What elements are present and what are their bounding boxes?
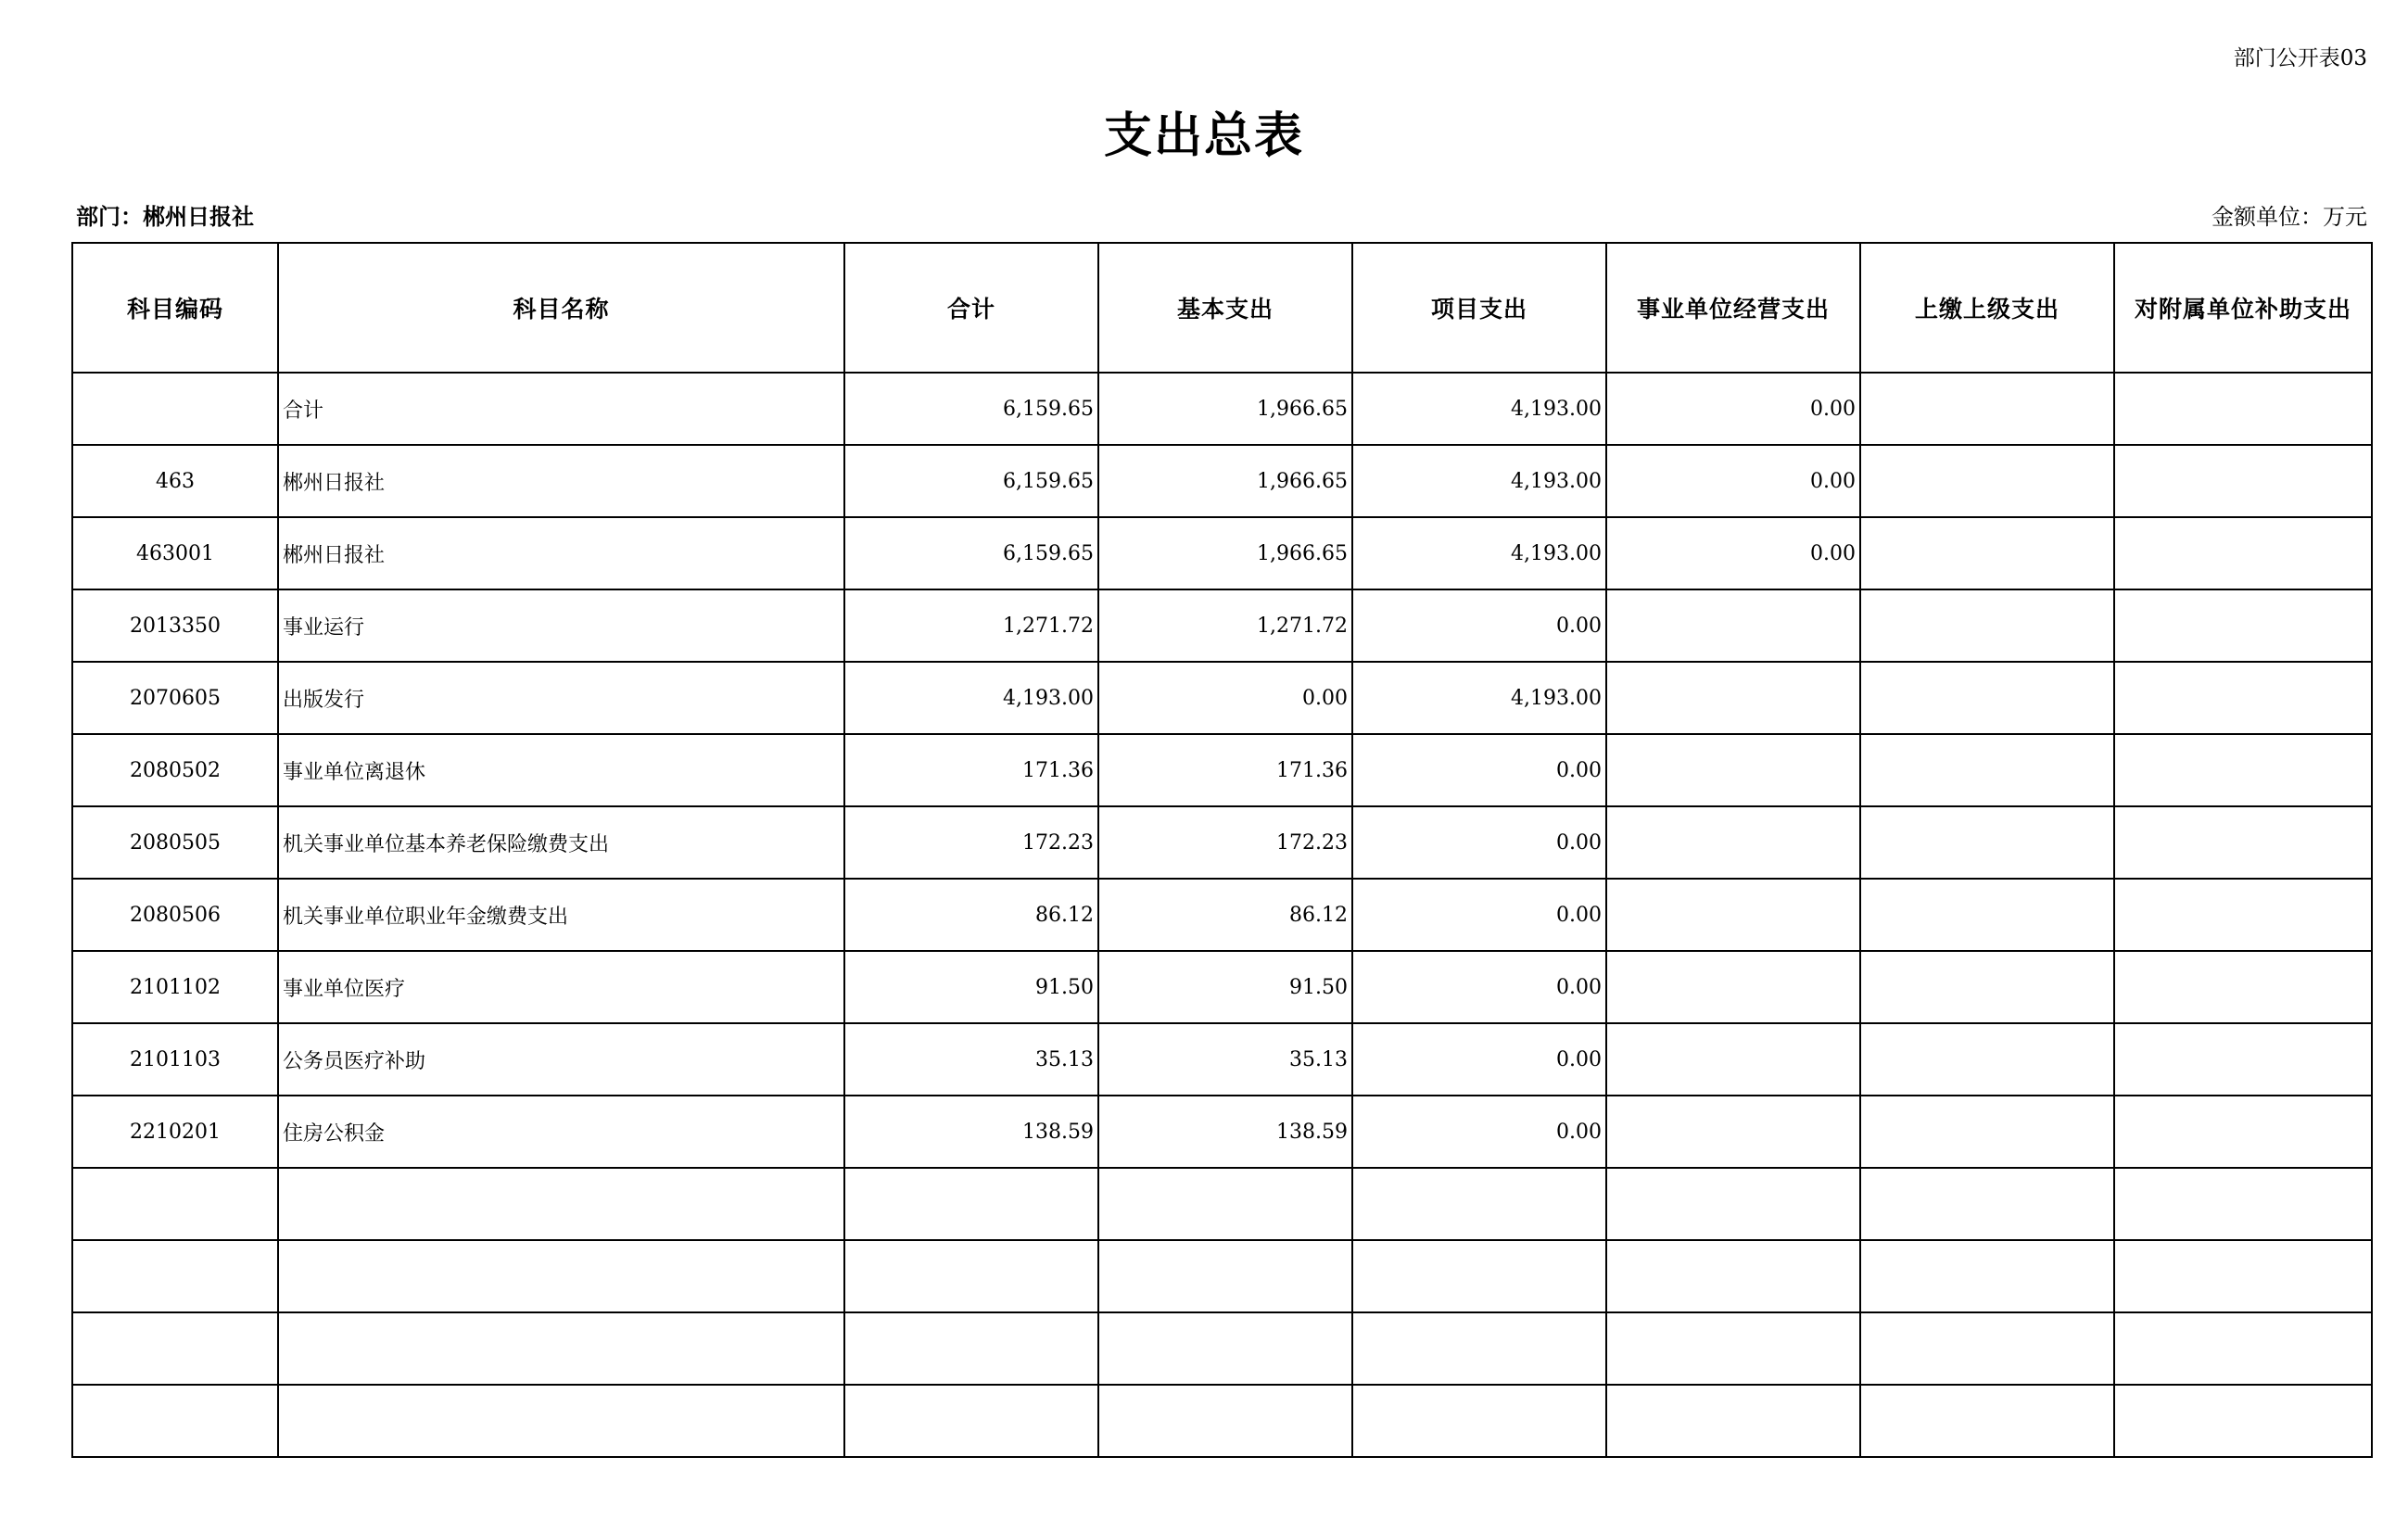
cell-subsidy — [2114, 1023, 2372, 1096]
cell-name: 郴州日报社 — [278, 517, 844, 589]
cell-basic: 172.23 — [1098, 806, 1352, 879]
cell-code: 2210201 — [72, 1096, 278, 1168]
cell-project: 4,193.00 — [1352, 445, 1606, 517]
cell-name: 事业单位医疗 — [278, 951, 844, 1023]
cell-total: 86.12 — [844, 879, 1098, 951]
cell-operating — [1606, 589, 1860, 662]
cell-subsidy — [2114, 879, 2372, 951]
table-header-row — [72, 243, 2372, 373]
cell-code: 2080505 — [72, 806, 278, 879]
cell-operating — [1606, 806, 1860, 879]
cell-total: 171.36 — [844, 734, 1098, 806]
cell-basic: 91.50 — [1098, 951, 1352, 1023]
cell-upper — [1860, 662, 2114, 734]
cell-total: 1,271.72 — [844, 589, 1098, 662]
amount-unit-label: 金额单位：万元 — [2212, 204, 2367, 230]
cell-subsidy — [2114, 1385, 2372, 1457]
cell-operating — [1606, 1312, 1860, 1385]
cell-basic: 86.12 — [1098, 879, 1352, 951]
cell-subsidy — [2114, 517, 2372, 589]
cell-subsidy — [2114, 1096, 2372, 1168]
table-row — [72, 951, 2372, 1023]
cell-upper — [1860, 589, 2114, 662]
table-row — [72, 806, 2372, 879]
table-row — [72, 1096, 2372, 1168]
cell-upper — [1860, 1385, 2114, 1457]
cell-basic — [1098, 1385, 1352, 1457]
cell-basic: 1,966.65 — [1098, 517, 1352, 589]
cell-name: 事业单位离退休 — [278, 734, 844, 806]
cell-subsidy — [2114, 1240, 2372, 1312]
cell-code: 2080506 — [72, 879, 278, 951]
cell-basic: 1,271.72 — [1098, 589, 1352, 662]
table-row — [72, 1168, 2372, 1240]
cell-subsidy — [2114, 589, 2372, 662]
cell-code — [72, 1312, 278, 1385]
cell-upper — [1860, 1240, 2114, 1312]
table-row — [72, 1023, 2372, 1096]
cell-basic: 1,966.65 — [1098, 445, 1352, 517]
cell-upper — [1860, 517, 2114, 589]
cell-project — [1352, 1168, 1606, 1240]
cell-total: 4,193.00 — [844, 662, 1098, 734]
cell-total: 6,159.65 — [844, 373, 1098, 445]
cell-project: 0.00 — [1352, 1096, 1606, 1168]
cell-project: 0.00 — [1352, 951, 1606, 1023]
cell-subsidy — [2114, 373, 2372, 445]
cell-subsidy — [2114, 1312, 2372, 1385]
cell-code — [72, 373, 278, 445]
cell-project: 0.00 — [1352, 734, 1606, 806]
cell-name: 机关事业单位基本养老保险缴费支出 — [278, 806, 844, 879]
cell-code: 2101102 — [72, 951, 278, 1023]
cell-subsidy — [2114, 734, 2372, 806]
cell-total: 91.50 — [844, 951, 1098, 1023]
cell-operating: 0.00 — [1606, 445, 1860, 517]
cell-upper — [1860, 951, 2114, 1023]
cell-name: 住房公积金 — [278, 1096, 844, 1168]
table-row — [72, 662, 2372, 734]
cell-subsidy — [2114, 662, 2372, 734]
cell-basic: 0.00 — [1098, 662, 1352, 734]
cell-operating — [1606, 951, 1860, 1023]
cell-operating: 0.00 — [1606, 373, 1860, 445]
cell-upper — [1860, 1168, 2114, 1240]
col-header-code: 科目编码 — [72, 243, 278, 373]
cell-subsidy — [2114, 806, 2372, 879]
cell-operating — [1606, 662, 1860, 734]
cell-total — [844, 1312, 1098, 1385]
cell-operating — [1606, 1096, 1860, 1168]
cell-code: 2013350 — [72, 589, 278, 662]
cell-project: 4,193.00 — [1352, 373, 1606, 445]
cell-project — [1352, 1385, 1606, 1457]
table-row — [72, 1385, 2372, 1457]
cell-project: 0.00 — [1352, 879, 1606, 951]
cell-upper — [1860, 734, 2114, 806]
cell-name: 郴州日报社 — [278, 445, 844, 517]
col-header-name: 科目名称 — [278, 243, 844, 373]
cell-basic — [1098, 1168, 1352, 1240]
cell-code: 2070605 — [72, 662, 278, 734]
cell-basic — [1098, 1240, 1352, 1312]
expenditure-table — [71, 242, 2373, 1458]
cell-project: 4,193.00 — [1352, 662, 1606, 734]
cell-operating — [1606, 1385, 1860, 1457]
cell-code — [72, 1385, 278, 1457]
cell-upper — [1860, 1312, 2114, 1385]
cell-basic: 138.59 — [1098, 1096, 1352, 1168]
cell-total — [844, 1240, 1098, 1312]
cell-total: 138.59 — [844, 1096, 1098, 1168]
cell-upper — [1860, 1096, 2114, 1168]
cell-basic — [1098, 1312, 1352, 1385]
cell-basic: 1,966.65 — [1098, 373, 1352, 445]
table-row — [72, 734, 2372, 806]
cell-name: 公务员医疗补助 — [278, 1023, 844, 1096]
cell-total: 6,159.65 — [844, 445, 1098, 517]
cell-total — [844, 1385, 1098, 1457]
cell-project — [1352, 1240, 1606, 1312]
table-row — [72, 589, 2372, 662]
table-row — [72, 1312, 2372, 1385]
table-row — [72, 879, 2372, 951]
cell-name: 出版发行 — [278, 662, 844, 734]
cell-operating — [1606, 1240, 1860, 1312]
cell-name — [278, 1168, 844, 1240]
cell-code: 2101103 — [72, 1023, 278, 1096]
cell-operating — [1606, 1023, 1860, 1096]
cell-name — [278, 1240, 844, 1312]
cell-upper — [1860, 879, 2114, 951]
cell-code: 463 — [72, 445, 278, 517]
table-row — [72, 373, 2372, 445]
cell-total: 35.13 — [844, 1023, 1098, 1096]
cell-code: 2080502 — [72, 734, 278, 806]
cell-operating — [1606, 1168, 1860, 1240]
cell-name — [278, 1312, 844, 1385]
cell-subsidy — [2114, 951, 2372, 1023]
col-header-total: 合计 — [844, 243, 1098, 373]
cell-code: 463001 — [72, 517, 278, 589]
cell-name — [278, 1385, 844, 1457]
col-header-operating: 事业单位经营支出 — [1606, 243, 1860, 373]
cell-project: 0.00 — [1352, 589, 1606, 662]
cell-subsidy — [2114, 1168, 2372, 1240]
page-title: 支出总表 — [1103, 108, 1304, 164]
cell-upper — [1860, 1023, 2114, 1096]
cell-total — [844, 1168, 1098, 1240]
cell-basic: 35.13 — [1098, 1023, 1352, 1096]
col-header-basic: 基本支出 — [1098, 243, 1352, 373]
cell-total: 172.23 — [844, 806, 1098, 879]
cell-project: 0.00 — [1352, 806, 1606, 879]
table-row — [72, 1240, 2372, 1312]
cell-operating — [1606, 879, 1860, 951]
table-row — [72, 445, 2372, 517]
form-number: 部门公开表03 — [2233, 46, 2367, 70]
table-row — [72, 517, 2372, 589]
cell-name: 事业运行 — [278, 589, 844, 662]
col-header-upper: 上缴上级支出 — [1860, 243, 2114, 373]
cell-upper — [1860, 373, 2114, 445]
cell-code — [72, 1240, 278, 1312]
cell-name: 合计 — [278, 373, 844, 445]
cell-project: 4,193.00 — [1352, 517, 1606, 589]
cell-project — [1352, 1312, 1606, 1385]
table-body — [72, 373, 2372, 1457]
cell-operating — [1606, 734, 1860, 806]
cell-code — [72, 1168, 278, 1240]
cell-subsidy — [2114, 445, 2372, 517]
department-label: 部门：郴州日报社 — [76, 204, 254, 230]
col-header-project: 项目支出 — [1352, 243, 1606, 373]
col-header-subsidy: 对附属单位补助支出 — [2114, 243, 2372, 373]
cell-upper — [1860, 806, 2114, 879]
cell-total: 6,159.65 — [844, 517, 1098, 589]
cell-name: 机关事业单位职业年金缴费支出 — [278, 879, 844, 951]
cell-operating: 0.00 — [1606, 517, 1860, 589]
cell-basic: 171.36 — [1098, 734, 1352, 806]
cell-project: 0.00 — [1352, 1023, 1606, 1096]
cell-upper — [1860, 445, 2114, 517]
